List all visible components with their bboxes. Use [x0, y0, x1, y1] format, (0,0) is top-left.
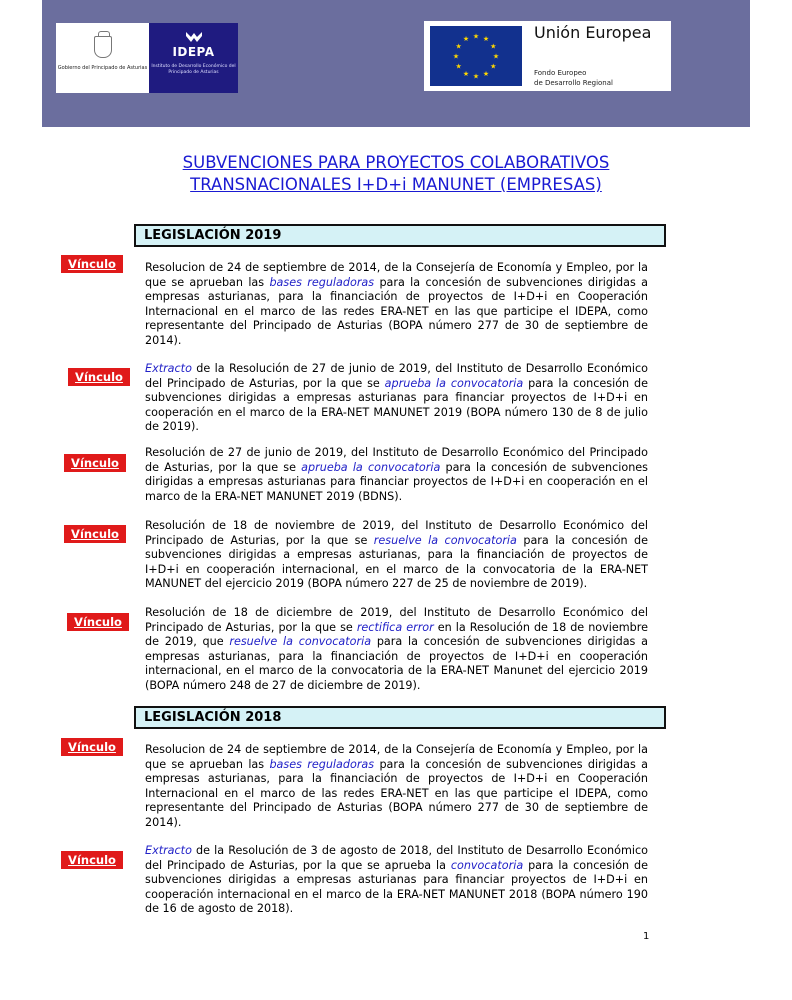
- eu-fund-text: [534, 68, 613, 88]
- entry-text: para la concesión de subvenciones dirigidas a empresas asturianas, para la financiación de proyectos de I+D+i en cooperación internacional, en el marco de la convocatoria de la ERA-NET MANUNET del ejercicio 2019 (BOPA número 227 de 25 de noviembre de 2019).: [145, 533, 649, 591]
- page-number: 1: [643, 931, 650, 942]
- idepa-name: IDEPA: [172, 45, 215, 59]
- idepa-mark-icon: [185, 31, 203, 43]
- entry-text: Resolucion de 24 de septiembre de 2014, de la Consejería de Economía y Empleo, por la que se aprueban las: [145, 261, 648, 289]
- section-heading-2019: LEGISLACIÓN 2019: [134, 224, 666, 247]
- asturias-logo: [56, 23, 149, 93]
- eu-star-icon: ★: [455, 62, 462, 71]
- legislation-entry: [145, 844, 648, 917]
- entry-text: de la Resolución de 3 de agosto de 2018, del Instituto de Desarrollo Económico del Principado de Asturias, por la que se aprueba la: [145, 844, 648, 872]
- entry-text: para la concesión de subvenciones dirigidas a empresas asturianas para financiar proyectos de I+D+i en cooperación internacional en el marco de la ERA-NET MANUNET 2018 (BOPA número 190 de 16 de agosto de 2018).: [145, 858, 648, 916]
- eu-stars: [430, 26, 522, 86]
- eu-star-icon: ★: [472, 32, 480, 41]
- entry-link[interactable]: resuelve la convocatoria: [373, 533, 517, 547]
- entry-text: de la Resolución de 27 de junio de 2019, del Instituto de Desarrollo Económico del Principado de Asturias, por la que se: [145, 362, 648, 390]
- entry-link[interactable]: bases reguladoras: [269, 275, 375, 289]
- legislation-entry: [145, 362, 648, 435]
- idepa-subtitle: Instituto de Desarrollo Económico del Principado de Asturias: [151, 64, 236, 75]
- entry-text: en la Resolución de 18 de noviembre de 2019, que: [145, 620, 648, 649]
- vinculo-button[interactable]: Vínculo: [67, 613, 129, 631]
- page-title-line2: TRANSNACIONALES I+D+i MANUNET (EMPRESAS): [190, 175, 602, 194]
- entry-text: para la concesión de subvenciones dirigidas a empresas asturianas para financiar proyectos de I+D+i en cooperación en el marco de la ERA-NET MANUNET 2019 (BOPA número 130 de 8 de julio de 2019).: [145, 376, 648, 434]
- entry-link[interactable]: aprueba la convocatoria: [301, 460, 441, 474]
- eu-star-icon: ★: [482, 35, 490, 44]
- vinculo-button[interactable]: Vínculo: [64, 525, 126, 543]
- entry-link[interactable]: convocatoria: [450, 858, 524, 872]
- eu-star-icon: ★: [492, 52, 500, 61]
- entry-text: para la concesión de subvenciones dirigidas a empresas asturianas para financiar proyectos de I+D+i en cooperación en el marco de la ERA-NET MANUNET 2019 (BDNS).: [145, 460, 649, 503]
- vinculo-button[interactable]: Vínculo: [68, 368, 130, 386]
- entry-text: para la concesión de subvenciones dirigidas a empresas asturianas, para la financiación de proyectos de I+D+i en Cooperación Internacional en el marco de las redes ERA-NET en las que participe el IDEPA, como representante del Principado de Asturias (BOPA número 277 de 30 de septiembre de 2014).: [145, 275, 648, 347]
- eu-star-icon: ★: [462, 69, 470, 78]
- legislation-entry: [145, 743, 648, 831]
- entry-link[interactable]: aprueba la convocatoria: [384, 376, 524, 390]
- entry-link[interactable]: bases reguladoras: [269, 757, 375, 771]
- eu-star-icon: ★: [482, 69, 490, 78]
- legislation-entry: [145, 446, 648, 504]
- entry-link[interactable]: Extracto: [145, 362, 192, 375]
- entry-link[interactable]: resuelve la convocatoria: [229, 635, 372, 649]
- page-title[interactable]: [130, 152, 662, 196]
- vinculo-button[interactable]: Vínculo: [64, 454, 126, 472]
- section-heading-2018: LEGISLACIÓN 2018: [134, 706, 666, 729]
- eu-logo: [424, 21, 671, 91]
- eu-star-icon: ★: [472, 72, 480, 81]
- legislation-entry: [145, 606, 648, 694]
- eu-fund-line2: de Desarrollo Regional: [534, 79, 613, 87]
- page-title-line1: SUBVENCIONES PARA PROYECTOS COLABORATIVOS: [182, 153, 610, 172]
- eu-star-icon: ★: [462, 35, 470, 44]
- vinculo-button[interactable]: Vínculo: [61, 851, 123, 869]
- eu-star-icon: ★: [490, 42, 497, 51]
- crest-icon: [94, 36, 112, 58]
- eu-star-icon: ★: [455, 42, 462, 51]
- entry-text: Resolucion de 24 de septiembre de 2014, de la Consejería de Economía y Empleo, por la que se aprueban las: [145, 743, 648, 771]
- eu-fund-line1: Fondo Europeo: [534, 69, 587, 77]
- entry-link[interactable]: rectifica error: [356, 620, 434, 634]
- legislation-entry: [145, 519, 648, 592]
- eu-star-icon: ★: [452, 52, 460, 61]
- entry-text: para la concesión de subvenciones dirigidas a empresas asturianas, para la financiación de proyectos de I+D+i en cooperación internacional, en el marco de la convocatoria de la ERA-NET Manunet del ejercicio 2019 (BOPA número 248 de 27 de diciembre de 2019).: [145, 635, 648, 692]
- entry-text: Resolución de 18 de noviembre de 2019, del Instituto de Desarrollo Económico del Principado de Asturias, por la que se: [145, 519, 648, 547]
- legislation-entry: [145, 261, 648, 349]
- eu-flag-icon: [430, 26, 522, 86]
- eu-title: Unión Europea: [534, 23, 652, 42]
- entry-link[interactable]: Extracto: [145, 844, 192, 857]
- vinculo-button[interactable]: Vínculo: [61, 738, 123, 756]
- idepa-logo: [149, 23, 238, 93]
- eu-star-icon: ★: [490, 62, 497, 71]
- entry-text: Resolución de 18 de diciembre de 2019, del Instituto de Desarrollo Económico del Principado de Asturias, por la que se: [145, 606, 648, 634]
- vinculo-button[interactable]: Vínculo: [61, 255, 123, 273]
- entry-text: para la concesión de subvenciones dirigidas a empresas asturianas, para la financiación de proyectos de I+D+i en Cooperación Internacional en el marco de las redes ERA-NET en las que participe el IDEPA, como representante del Principado de Asturias (BOPA número 277 de 30 de septiembre de 2014).: [145, 757, 648, 829]
- entry-text: Resolución de 27 de junio de 2019, del Instituto de Desarrollo Económico del Principado de Asturias, por la que se: [145, 446, 648, 474]
- asturias-logo-text: Gobierno del Principado de Asturias: [57, 65, 148, 71]
